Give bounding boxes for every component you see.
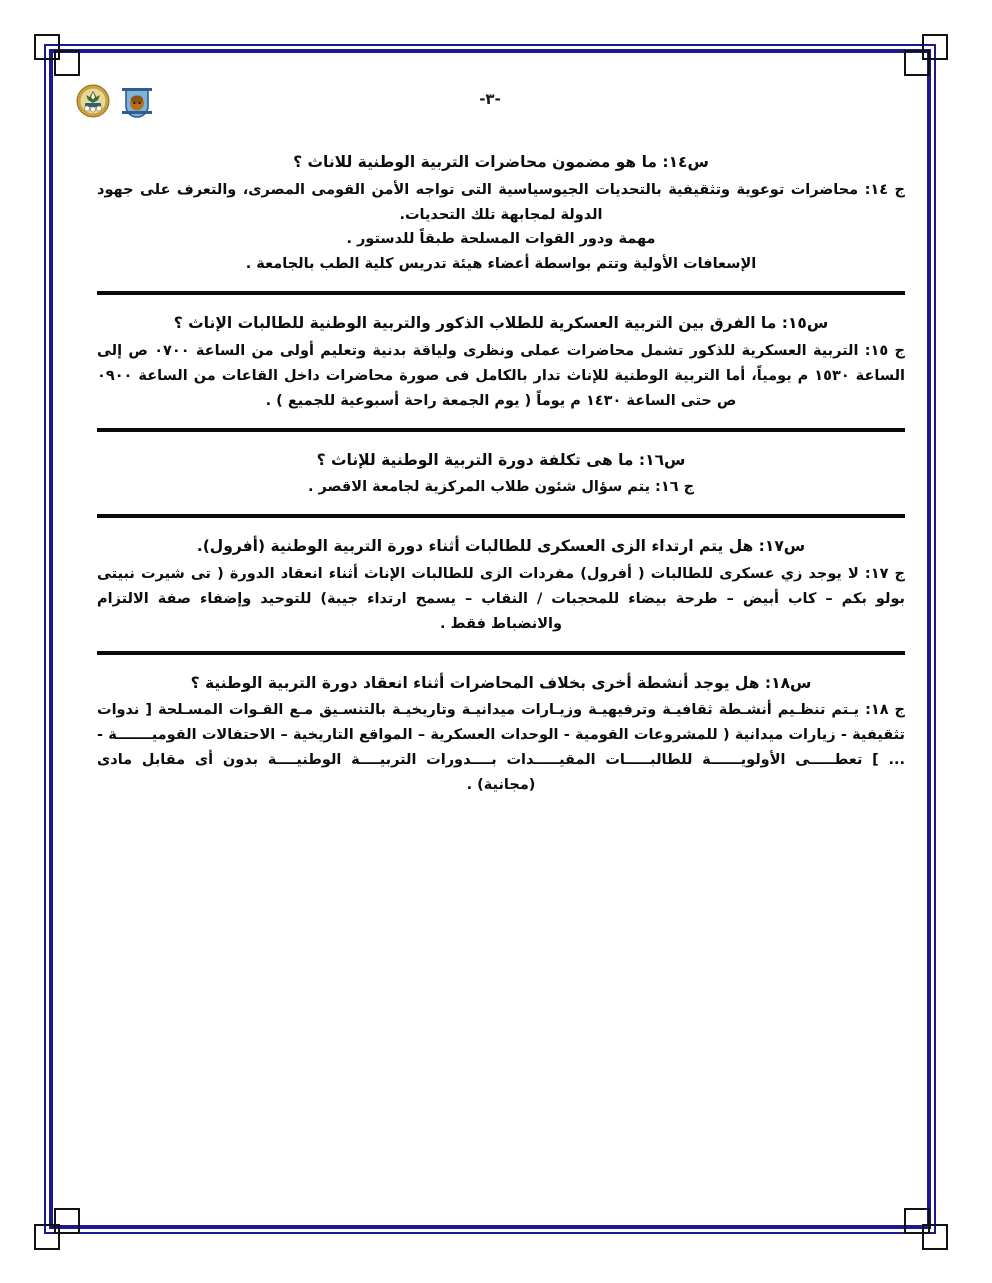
qa-block-q16 [97, 448, 905, 501]
section-divider-3 [97, 514, 905, 518]
question-text-q16: س١٦: ما هى تكلفة دورة التربية الوطنية للإناث ؟ [316, 450, 686, 469]
corner-mark-bottom-left-2 [54, 1208, 80, 1234]
question-text-q15: س١٥: ما الفرق بين التربية العسكرية للطلاب الذكور والتربية الوطنية للطالبات الإناث ؟ [173, 314, 829, 333]
qa-block-q14 [97, 150, 905, 277]
answer-text-q14-line2: مهمة ودور القوات المسلحة طبقاً للدستور . [346, 231, 656, 248]
section-divider-2 [97, 428, 905, 432]
section-divider-1 [97, 291, 905, 295]
question-text-q17: س١٧: هل يتم ارتداء الزى العسكرى للطالبات أثناء دورة التربية الوطنية (أفرول). [196, 537, 806, 556]
page-header [60, 84, 920, 132]
answer-text-q14-line1: ج ١٤: محاضرات توعوية وتثقيفية بالتحديات الجيوسياسية التى تواجه الأمن القومى المصرى، والتعرف على جهود الدولة لمجابهة تلك التحديات. [97, 181, 905, 223]
corner-mark-top-left-2 [54, 50, 80, 76]
answer-text-q15: ج ١٥: التربية العسكرية للذكور تشمل محاضرات عملى ونظرى ولياقة بدنية وتعليم أولى من الساعة ٠٧٠٠ ص إلى الساعة ١٥٣٠ م يومياً، أما التربية الوطنية للإناث تدار بالكامل فى صورة محاضرات داخل القاعات من الساعة ٠٩٠٠ ص حتى الساعة ١٤٣٠ م يوماً ( يوم الجمعة راحة أسبوعية للجميع ) . [97, 342, 905, 409]
corner-mark-bottom-right-2 [904, 1208, 930, 1234]
corner-mark-top-right-2 [904, 50, 930, 76]
answer-text-q16: ج ١٦: يتم سؤال شئون طلاب المركزية لجامعة الاقصر . [307, 479, 695, 496]
document-body [97, 150, 905, 798]
qa-block-q18 [97, 671, 905, 798]
answer-text-q17: ج ١٧: لا يوجد زي عسكرى للطالبات ( أفرول) مفردات الزى للطالبات الإناث أثناء انعقاد الدورة ( تى شيرت نبيتى بولو بكم – كاب أبيض – طرحة بيضاء للمحجبات / النقاب – يسمح ارتداء جيبة) للتوحيد وإضفاء صفة الالتزام والانضباط فقط . [97, 565, 906, 632]
page-number: -٣- [479, 90, 501, 108]
answer-text-q14-line3: الإسعافات الأولية وتتم بواسطة أعضاء هيئة تدريس كلية الطب بالجامعة . [245, 256, 757, 273]
qa-block-q17 [97, 534, 905, 636]
section-divider-4 [97, 651, 905, 655]
question-text-q14: س١٤: ما هو مضمون محاضرات التربية الوطنية للاناث ؟ [293, 153, 709, 171]
question-text-q18: س١٨: هل يوجد أنشطة أخرى بخلاف المحاضرات أثناء انعقاد دورة التربية الوطنية ؟ [190, 673, 812, 692]
answer-text-q18: ج ١٨: يـتم تنظـيم أنشـطة ثقافيـة وترفيهيـة وزيـارات ميدانيـة وتاريخيـة بالتنسـيق مـع القـوات المسـلحة [ ندوات تثقيفية - زيارات ميدانية ( للمشروعات القومية - الوحدات العسكرية – المواقع التاريخية – الاحتفالات القوميـــــــة - ... ] تعطـــــى الأولويــــــة للطالبـــــات المقيـــــدات بــــدورات التربيــــة الوطنيــــة بدون أى مقابل مادى (مجانية) . [97, 702, 905, 793]
qa-block-q15 [97, 311, 905, 413]
